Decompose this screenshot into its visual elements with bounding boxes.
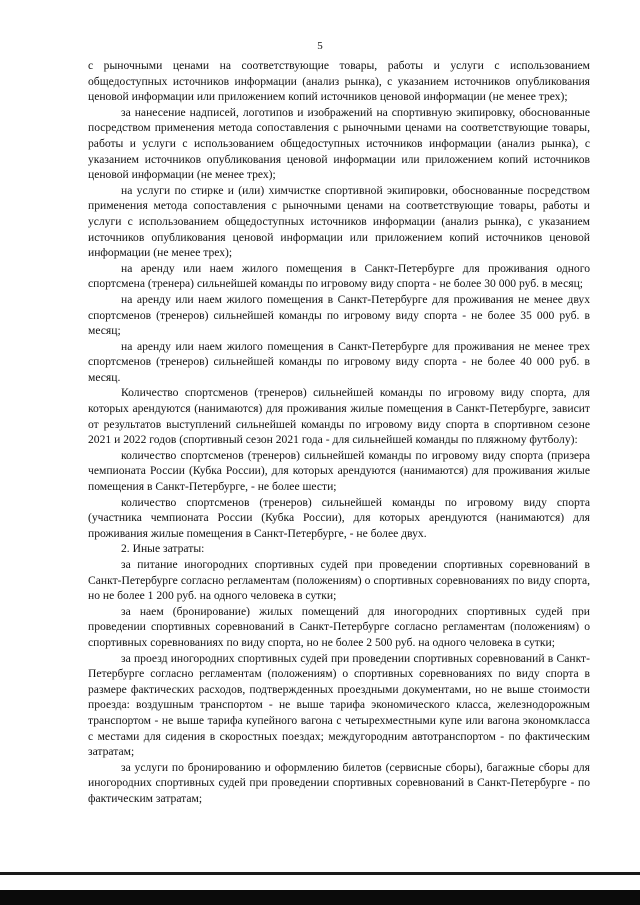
paragraph: количество спортсменов (тренеров) сильнейшей команды по игровому виду спорта (участника чемпионата России (Кубка России), для которых арендуются (нанимаются) для проживания жилые помещения в Санкт-Петербурге, - не более двух.	[88, 495, 590, 540]
paragraph: за питание иногородних спортивных судей при проведении спортивных соревнований в Санкт-Петербурге согласно регламентам (положениям) о спортивных соревнованиях по виду спорта, но не более 1 200 руб. на одного человека в сутки;	[88, 558, 590, 603]
paragraph: на аренду или наем жилого помещения в Санкт-Петербурге для проживания не менее двух спортсменов (тренеров) сильнейшей команды по игровому виду спорта - не более 35 000 руб. в месяц;	[88, 292, 590, 338]
paragraph: с рыночными ценами на соответствующие товары, работы и услуги с использованием общедоступных источников информации (анализ рынка), с указанием источников опубликования ценовой информации или приложением копий источников ценовой информации (не менее трех);	[88, 59, 590, 104]
paragraph: 2. Иные затраты:	[121, 542, 205, 556]
paragraph: на аренду или наем жилого помещения в Санкт-Петербурге для проживания не менее трех спортсменов (тренеров) сильнейшей команды по игровому виду спорта - не более 40 000 руб. в месяц.	[88, 339, 590, 384]
paragraph: за услуги по бронированию и оформлению билетов (сервисные сборы), багажные сборы для иногородних спортивных судей при проведении спортивных соревнований в Санкт-Петербурге - по фактическим затратам;	[88, 760, 590, 805]
paragraph: на услуги по стирке и (или) химчистке спортивной экипировки, обоснованные посредством применения метода сопоставления с рыночными ценами на соответствующие товары, работы и услуги с использованием общедоступных источников информации (анализ рынка), с указанием источников опубликования ценовой информации или приложением копий источников ценовой информации (не менее трех);	[88, 183, 590, 260]
document-body	[88, 58, 590, 807]
page-number: 5	[317, 40, 323, 52]
paragraph: за наем (бронирование) жилых помещений для иногородних спортивных судей при проведении спортивных соревнований в Санкт-Петербурге согласно регламентам (положениям) о спортивных соревнованиях по виду спорта, но не более 2 500 руб. на одного человека в сутки;	[88, 604, 590, 649]
paragraph: Количество спортсменов (тренеров) сильнейшей команды по игровому виду спорта, для которых арендуются (нанимаются) для проживания жилые помещения в Санкт-Петербурге, зависит от результатов выступлений сильнейшей команды по игровому виду спорта в спортивном сезоне 2021 и 2022 годов (спортивный сезон 2021 года - для сильнейшей команды по пляжному футболу):	[88, 386, 590, 447]
paragraph: за проезд иногородних спортивных судей при проведении спортивных соревнований в Санкт-Петербурге согласно регламентам (положениям) о спортивных соревнованиях по виду спорта в размере фактических расходов, подтвержденных проездными документами, но не выше стоимости проезда: воздушным транспортом - не выше тарифа экономического класса, железнодорожным транспортом - не выше тарифа купейного вагона с четырехместными купе или вагона экономкласса с местами для сидения в скоростных поездах; междугородним автотранспортом - по фактическим затратам;	[88, 651, 590, 759]
paragraph: на аренду или наем жилого помещения в Санкт-Петербурге для проживания одного спортсмена (тренера) сильнейшей команды по игровому виду спорта - не более 30 000 руб. в месяц;	[88, 261, 590, 291]
scan-bottom-border	[0, 890, 640, 905]
paragraph: за нанесение надписей, логотипов и изображений на спортивную экипировку, обоснованные посредством применения метода сопоставления с рыночными ценами на соответствующие товары, работы и услуги с использованием общедоступных источников информации (анализ рынка), с указанием источников опубликования ценовой информации или приложением копий источников ценовой информации (не менее трех);	[88, 105, 590, 182]
paragraph: количество спортсменов (тренеров) сильнейшей команды по игровому виду спорта (призера чемпионата России (Кубка России), для которых арендуются (нанимаются) для проживания жилые помещения в Санкт-Петербурге, - не более шести;	[88, 448, 590, 494]
scan-edge-line	[0, 872, 640, 875]
